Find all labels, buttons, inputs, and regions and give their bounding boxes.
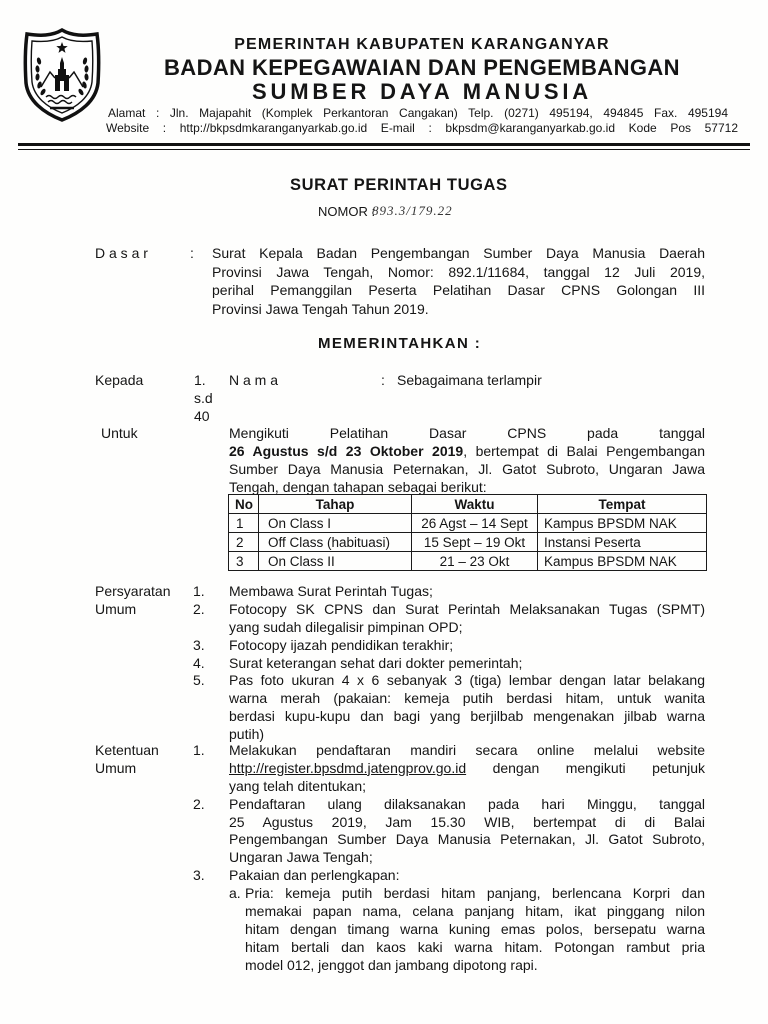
sub-list-line: hitam bertali dan kaos kaki warna hitam. Potongan rambut pria	[245, 938, 705, 955]
list-item-body	[229, 637, 705, 655]
training-dates: 26 Agustus s/d 23 Oktober 2019	[229, 443, 464, 459]
list-item-line: Pas foto ukuran 4 x 6 sebanyak 3 (tiga) lembar dengan latar belakang	[229, 672, 705, 689]
table-cell: Off Class (habituasi)	[259, 533, 412, 552]
list-item-line: Melakukan pendaftaran mandiri secara online melalui website	[229, 742, 705, 758]
list-item-line: berdasi kupu-kupu dan bagi yang berjilbab mengenakan jilbab warna	[229, 708, 705, 725]
list-item-body	[229, 655, 705, 673]
table-row	[229, 514, 707, 533]
untuk-line-rest: , bertempat di Balai Pengembangan	[463, 443, 706, 459]
ketentuan-label	[95, 742, 159, 778]
list-item-line: yang telah ditentukan;	[229, 777, 366, 794]
untuk-text	[229, 424, 705, 496]
letterhead-rule-thin	[18, 149, 750, 150]
letterhead-address: Alamat : Jln. Majapahit (Komplek Perkantoran Cangakan) Telp. (0271) 495194, 494845 Fax. 495194	[108, 106, 728, 120]
table-cell: On Class II	[259, 552, 412, 571]
list-item-line: Pengembangan Sumber Daya Manusia Peternakan, Jl. Gatot Subroto,	[229, 831, 705, 848]
table-cell: Instansi Peserta	[538, 533, 707, 552]
list-item-number: 3.	[193, 636, 205, 653]
letterhead-rule-thick	[18, 143, 750, 146]
list-item-line: Pendaftaran ulang dilaksanakan pada hari Minggu, tanggal	[229, 795, 705, 812]
list-item-line: Ungaran Jawa Tengah;	[229, 849, 373, 866]
table-header-cell: Tempat	[538, 495, 707, 514]
kepada-range-start: 1.	[194, 372, 206, 388]
nomor-handwritten-value: 893.3/179.22	[372, 203, 453, 218]
persyaratan-label-line: Persyaratan	[95, 583, 171, 599]
ketentuan-list	[193, 742, 705, 975]
list-item-line: yang sudah dilegalisir pimpinan OPD;	[229, 618, 463, 635]
untuk-label: Untuk	[101, 425, 138, 441]
list-item-body	[229, 742, 705, 796]
kepada-field-label: N a m a	[229, 372, 279, 388]
sub-list-item	[229, 885, 705, 974]
list-item	[193, 655, 705, 673]
list-item	[193, 742, 705, 796]
table-cell: 26 Agst – 14 Sept	[412, 514, 538, 533]
table-cell: 1	[229, 514, 259, 533]
untuk-line: Sumber Daya Manusia Peternakan, Jl. Gatot Subroto, Ungaran Jawa	[229, 461, 705, 477]
list-item-line: warna merah (pakaian: kemeja putih berdasi hitam, untuk wanita	[229, 690, 705, 707]
kepada-range-end: 40	[194, 408, 210, 424]
list-item	[193, 867, 705, 974]
table-cell: 21 – 23 Okt	[412, 552, 538, 571]
kepada-range	[194, 371, 213, 425]
list-item-line: Pakaian dan perlengkapan:	[229, 867, 400, 884]
list-item-line: putih)	[229, 726, 265, 743]
kepada-colon: :	[381, 372, 385, 388]
document-title: SURAT PERINTAH TUGAS	[290, 176, 508, 194]
table-cell: On Class I	[259, 514, 412, 533]
dasar-line: Provinsi Jawa Tengah, Nomor: 892.1/11684, tanggal 12 Juli 2019,	[212, 263, 705, 280]
persyaratan-list	[193, 583, 705, 744]
list-item-body	[229, 601, 705, 637]
table-cell: 3	[229, 552, 259, 571]
list-item	[193, 637, 705, 655]
list-item-number: 5.	[193, 672, 205, 689]
nomor-label: NOMOR :	[318, 204, 376, 219]
list-item-line: Surat keterangan sehat dari dokter pemerintah;	[229, 654, 523, 671]
kepada-label: Kepada	[95, 372, 144, 388]
untuk-line: Mengikuti Pelatihan Dasar CPNS pada tanggal	[229, 425, 705, 441]
dasar-colon: :	[190, 245, 194, 261]
dasar-line: Surat Kepala Badan Pengembangan Sumber Daya Manusia Daerah	[212, 245, 705, 261]
registration-link[interactable]: http://register.bpsdmd.jatengprov.go.id	[229, 759, 467, 776]
persyaratan-label-line: Umum	[95, 600, 137, 617]
kepada-value: Sebagaimana terlampir	[397, 372, 542, 388]
list-item	[193, 601, 705, 637]
dasar-line: perihal Pemanggilan Peserta Pelatihan Dasar CPNS Golongan III	[212, 282, 705, 299]
list-item-body	[229, 583, 705, 601]
sub-list-marker: a.	[229, 885, 241, 902]
list-item-number: 2.	[193, 600, 205, 617]
table-row	[229, 552, 707, 571]
table-header-cell: No	[229, 495, 259, 514]
dasar-line: Provinsi Jawa Tengah Tahun 2019.	[212, 301, 429, 318]
sub-list-body	[245, 885, 705, 974]
table-header-row	[229, 495, 707, 514]
untuk-line	[229, 442, 705, 460]
table-cell: Kampus BPSDM NAK	[538, 552, 707, 571]
list-item-body	[229, 867, 705, 974]
letterhead-agency-line1: BADAN KEPEGAWAIAN DAN PENGEMBANGAN	[164, 55, 680, 80]
list-item-body	[229, 672, 705, 744]
list-item-line: 25 Agustus 2019, Jam 15.30 WIB, bertempat di di Balai	[229, 813, 705, 830]
tahapan-table	[228, 494, 707, 571]
table-header-cell: Waktu	[412, 495, 538, 514]
table-cell: Kampus BPSDM NAK	[538, 514, 707, 533]
sub-list-line: hitam dengan timang warna kuning emas polos, bersepatu warna	[245, 920, 705, 937]
list-item	[193, 583, 705, 601]
untuk-line: Tengah, dengan tahapan sebagai berikut:	[229, 479, 487, 495]
command-heading: MEMERINTAHKAN :	[318, 335, 482, 352]
letterhead-government: PEMERINTAH KABUPATEN KARANGANYAR	[234, 36, 610, 53]
list-item-line: Fotocopy ijazah pendidikan terakhir;	[229, 636, 454, 653]
letterhead-contact: Website : http://bkpsdmkaranganyarkab.go.id E-mail : bkpsdm@karanganyarkab.go.id Kode Pos 57712	[106, 121, 738, 135]
list-item-line	[229, 760, 705, 778]
list-item-number: 2.	[193, 795, 205, 812]
list-item	[193, 796, 705, 868]
list-item-line-rest: dengan mengikuti petunjuk	[492, 759, 706, 776]
ketentuan-label-line: Umum	[95, 759, 137, 776]
sub-list-line: Pria: kemeja putih berdasi hitam panjang, berlencana Korpri dan	[245, 885, 705, 902]
list-item-line: Fotocopy SK CPNS dan Surat Perintah Melaksanakan Tugas (SPMT)	[229, 600, 705, 617]
list-item-number: 1.	[193, 583, 205, 599]
sub-list-line: model 012, jenggot dan jambang dipotong rapi.	[245, 956, 538, 973]
kepada-range-sd: s.d	[194, 390, 213, 406]
table-header-cell: Tahap	[259, 495, 412, 514]
persyaratan-label	[95, 583, 170, 619]
list-item	[193, 672, 705, 744]
list-item-line: Membawa Surat Perintah Tugas;	[229, 583, 433, 599]
list-item-number: 4.	[193, 654, 205, 671]
table-cell: 2	[229, 533, 259, 552]
table-row	[229, 533, 707, 552]
letterhead-agency-line2: SUMBER DAYA MANUSIA	[252, 79, 592, 104]
list-item-number: 3.	[193, 867, 205, 884]
ketentuan-label-line: Ketentuan	[95, 742, 159, 758]
list-item-number: 1.	[193, 742, 205, 758]
list-item-body	[229, 796, 705, 868]
sub-list-line: memakai papan nama, celana panjang hitam, ikat pinggang nilon	[245, 903, 705, 920]
table-cell: 15 Sept – 19 Okt	[412, 533, 538, 552]
dasar-text	[212, 244, 705, 319]
dasar-label: D a s a r	[95, 245, 148, 261]
